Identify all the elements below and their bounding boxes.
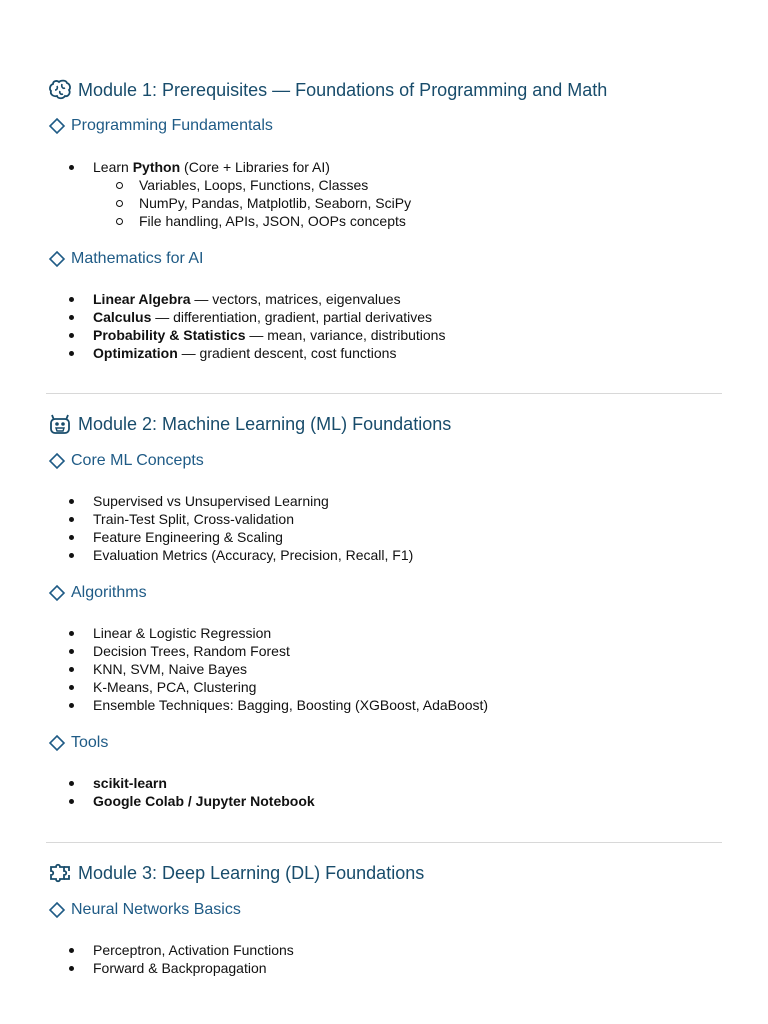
item-text: — gradient descent, cost functions [177, 345, 397, 361]
diamond-icon [48, 734, 66, 752]
item-text: — mean, variance, distributions [245, 327, 446, 343]
robot-icon [48, 412, 72, 436]
section-heading [48, 451, 204, 471]
list-item [0, 158, 411, 176]
module-1-heading [48, 78, 607, 102]
section-title: Core ML Concepts [71, 452, 204, 469]
list-item: Evaluation Metrics (Accuracy, Precision, Recall, F1) [0, 546, 413, 564]
tools-list [0, 774, 315, 810]
divider [46, 393, 722, 394]
list-item [0, 326, 445, 344]
diamond-icon [48, 117, 66, 135]
list-item [0, 774, 315, 792]
section-title: Neural Networks Basics [71, 901, 241, 918]
item-bold-text: Probability & Statistics [93, 327, 246, 343]
sub-list-item: Variables, Loops, Functions, Classes [0, 176, 411, 194]
list-item: Train-Test Split, Cross-validation [0, 510, 413, 528]
list-item: Perceptron, Activation Functions [0, 941, 294, 959]
list-item: Linear & Logistic Regression [0, 624, 488, 642]
section-heading [48, 583, 147, 603]
section-heading [48, 116, 273, 136]
item-text: — vectors, matrices, eigenvalues [190, 291, 401, 307]
math-list [0, 290, 445, 362]
list-item: Supervised vs Unsupervised Learning [0, 492, 413, 510]
list-item: Forward & Backpropagation [0, 959, 294, 977]
list-item: KNN, SVM, Naive Bayes [0, 660, 488, 678]
divider [46, 842, 722, 843]
list-item [0, 290, 445, 308]
list-item: Ensemble Techniques: Bagging, Boosting (XGBoost, AdaBoost) [0, 696, 488, 714]
list-item [0, 308, 445, 326]
item-bold-text: Optimization [93, 345, 178, 361]
section-heading [48, 733, 108, 753]
list-item [0, 792, 315, 810]
list-item: K-Means, PCA, Clustering [0, 678, 488, 696]
section-title: Tools [71, 734, 109, 751]
list-item: Decision Trees, Random Forest [0, 642, 488, 660]
item-bold-text: Calculus [93, 309, 152, 325]
neural-networks-list [0, 941, 294, 977]
item-bold-text: Linear Algebra [93, 291, 191, 307]
section-heading [48, 900, 241, 920]
algorithms-list [0, 624, 488, 714]
item-text: (Core + Libraries for AI) [180, 159, 330, 175]
sub-list-item: File handling, APIs, JSON, OOPs concepts [0, 212, 411, 230]
list-item: Feature Engineering & Scaling [0, 528, 413, 546]
puzzle-icon [48, 861, 72, 885]
module-3-heading [48, 861, 424, 885]
brain-icon [48, 78, 72, 102]
list-item [0, 344, 445, 362]
sub-list-item: NumPy, Pandas, Matplotlib, Seaborn, SciPy [0, 194, 411, 212]
item-bold-text: Google Colab / Jupyter Notebook [93, 793, 315, 809]
item-text: Learn [93, 159, 133, 175]
item-bold-text: Python [132, 159, 181, 175]
diamond-icon [48, 250, 66, 268]
diamond-icon [48, 584, 66, 602]
module-3-title: Module 3: Deep Learning (DL) Foundations [78, 863, 425, 883]
diamond-icon [48, 901, 66, 919]
module-1-title: Module 1: Prerequisites — Foundations of Programming and Math [78, 80, 608, 100]
programming-list [0, 158, 411, 230]
section-heading [48, 249, 204, 269]
item-bold-text: scikit-learn [93, 775, 167, 791]
item-text: — differentiation, gradient, partial derivatives [151, 309, 433, 325]
module-2-heading [48, 412, 451, 436]
diamond-icon [48, 452, 66, 470]
module-2-title: Module 2: Machine Learning (ML) Foundations [78, 414, 452, 434]
section-title: Programming Fundamentals [71, 117, 273, 134]
core-ml-list [0, 492, 413, 564]
section-title: Algorithms [71, 584, 147, 601]
section-title: Mathematics for AI [71, 250, 204, 267]
